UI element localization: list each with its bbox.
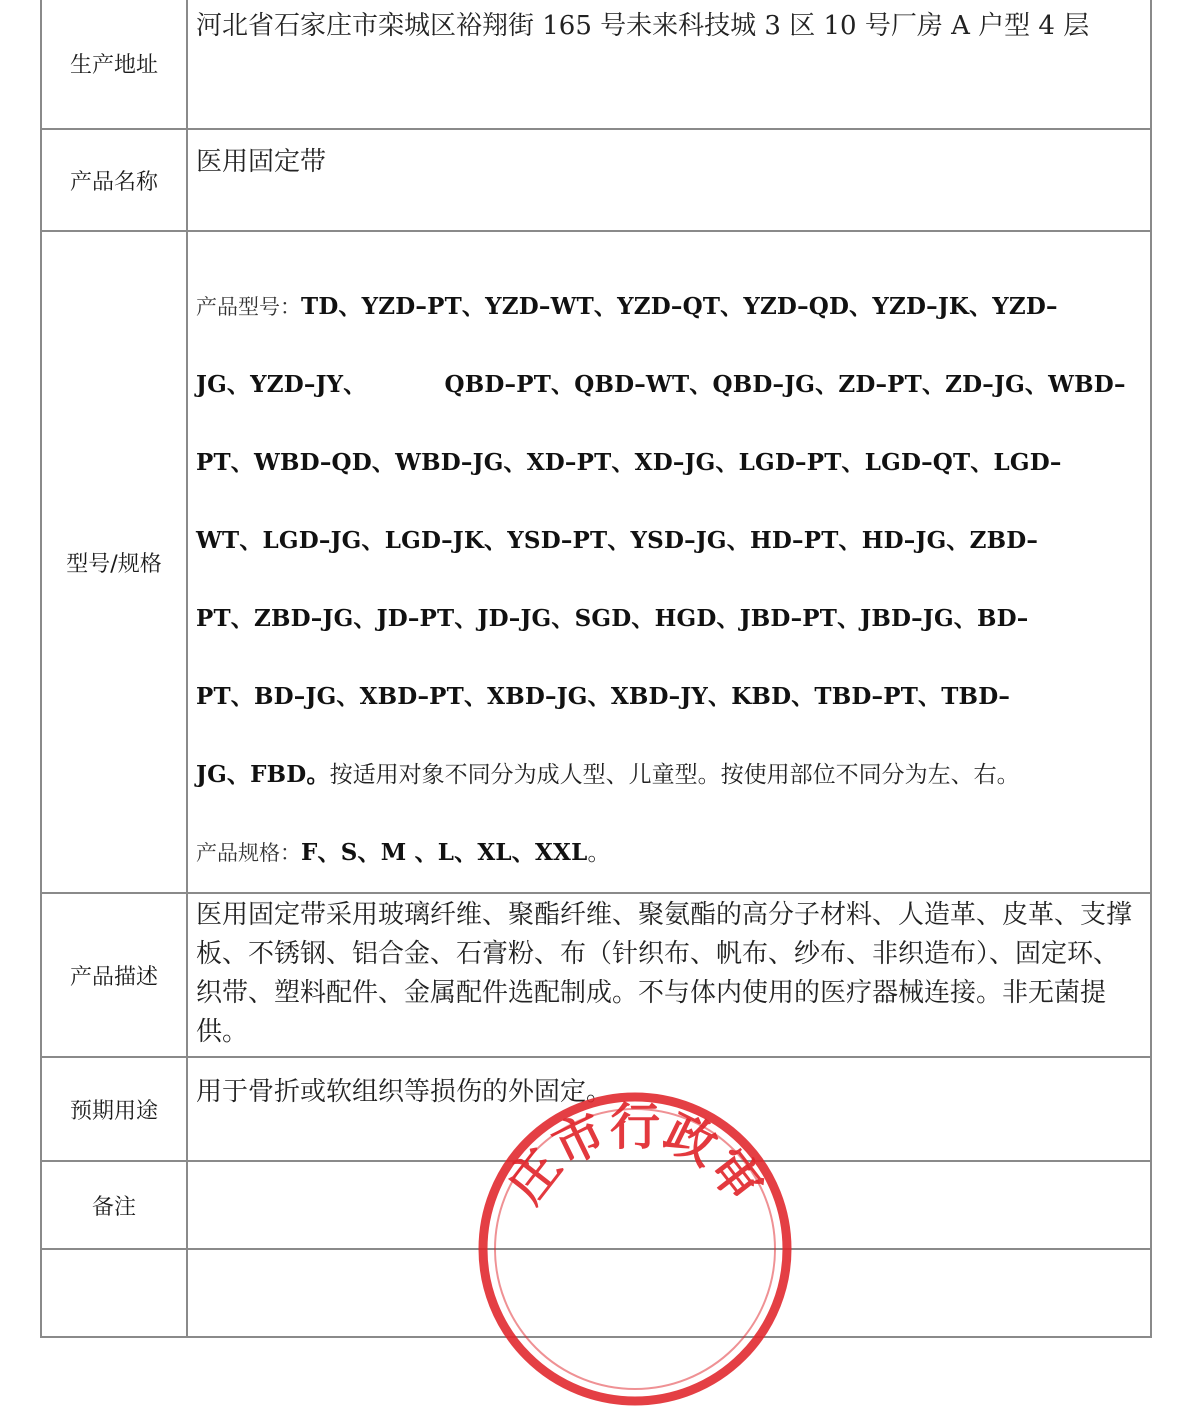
spec-prefix: 产品规格： — [196, 841, 301, 865]
product-description-label: 产品描述 — [41, 893, 187, 1057]
model-codes: PT、WBD–QD、WBD–JG、XD–PT、XD–JG、LGD–PT、LGD–QT、LGD– — [196, 449, 1062, 476]
spec-end: 。 — [587, 840, 611, 866]
model-codes: JG、YZD–JY、 — [196, 371, 367, 398]
model-line-1 — [196, 268, 1142, 346]
remarks-value — [187, 1161, 1151, 1249]
model-spec-label: 型号/规格 — [41, 231, 187, 893]
model-codes: PT、BD–JG、XBD–PT、XBD–JG、XBD–JY、KBD、TBD–PT、TBD– — [196, 683, 1011, 710]
product-name-label: 产品名称 — [41, 129, 187, 231]
row-model-spec — [41, 231, 1151, 893]
production-address-label: 生产地址 — [41, 0, 187, 129]
remarks-label: 备注 — [41, 1161, 187, 1249]
model-codes: TD、YZD–PT、YZD–WT、YZD–QT、YZD–QD、YZD–JK、YZD– — [301, 293, 1058, 320]
product-description-value: 医用固定带采用玻璃纤维、聚酯纤维、聚氨酯的高分子材料、人造革、皮革、支撑板、不锈钢、铝合金、石膏粉、布（针织布、帆布、纱布、非织造布）、固定环、织带、塑料配件、金属配件选配制成。不与体内使用的医疗器械连接。非无菌提供。 — [187, 893, 1151, 1057]
spec-line — [196, 814, 1142, 892]
product-info-table — [40, 0, 1152, 1338]
model-line-7 — [196, 736, 1142, 814]
model-codes: QBD–PT、QBD–WT、QBD–JG、ZD–PT、ZD–JG、WBD– — [444, 371, 1126, 398]
model-spec-value — [187, 231, 1151, 893]
model-codes: JG、FBD。 — [196, 761, 330, 788]
model-codes: WT、LGD–JG、LGD–JK、YSD–PT、YSD–JG、HD–PT、HD–JG、ZBD– — [196, 527, 1039, 554]
row-product-description — [41, 893, 1151, 1057]
model-line-4 — [196, 502, 1142, 580]
row-production-address — [41, 0, 1151, 129]
row-remarks — [41, 1161, 1151, 1249]
model-line-2 — [196, 346, 1142, 424]
seal-text: 庄市行政审 — [496, 1098, 774, 1214]
row-product-name — [41, 129, 1151, 231]
intended-use-label: 预期用途 — [41, 1057, 187, 1161]
spec-values: F、S、M 、L、XL、XXL — [301, 839, 588, 866]
product-name-value: 医用固定带 — [187, 129, 1151, 231]
model-line-6 — [196, 658, 1142, 736]
row-bottom-partial — [41, 1249, 1151, 1337]
row-intended-use — [41, 1057, 1151, 1161]
intended-use-value: 用于骨折或软组织等损伤的外固定。 — [187, 1057, 1151, 1161]
model-line-3 — [196, 424, 1142, 502]
model-classification-note: 按适用对象不同分为成人型、儿童型。按使用部位不同分为左、右。 — [329, 762, 1020, 788]
model-codes: PT、ZBD–JG、JD–PT、JD–JG、SGD、HGD、JBD–PT、JBD–JG、BD– — [196, 605, 1029, 632]
production-address-value: 河北省石家庄市栾城区裕翔街 165 号未来科技城 3 区 10 号厂房 A 户型 4 层 — [187, 0, 1151, 129]
model-line-5 — [196, 580, 1142, 658]
model-prefix: 产品型号： — [196, 295, 301, 319]
